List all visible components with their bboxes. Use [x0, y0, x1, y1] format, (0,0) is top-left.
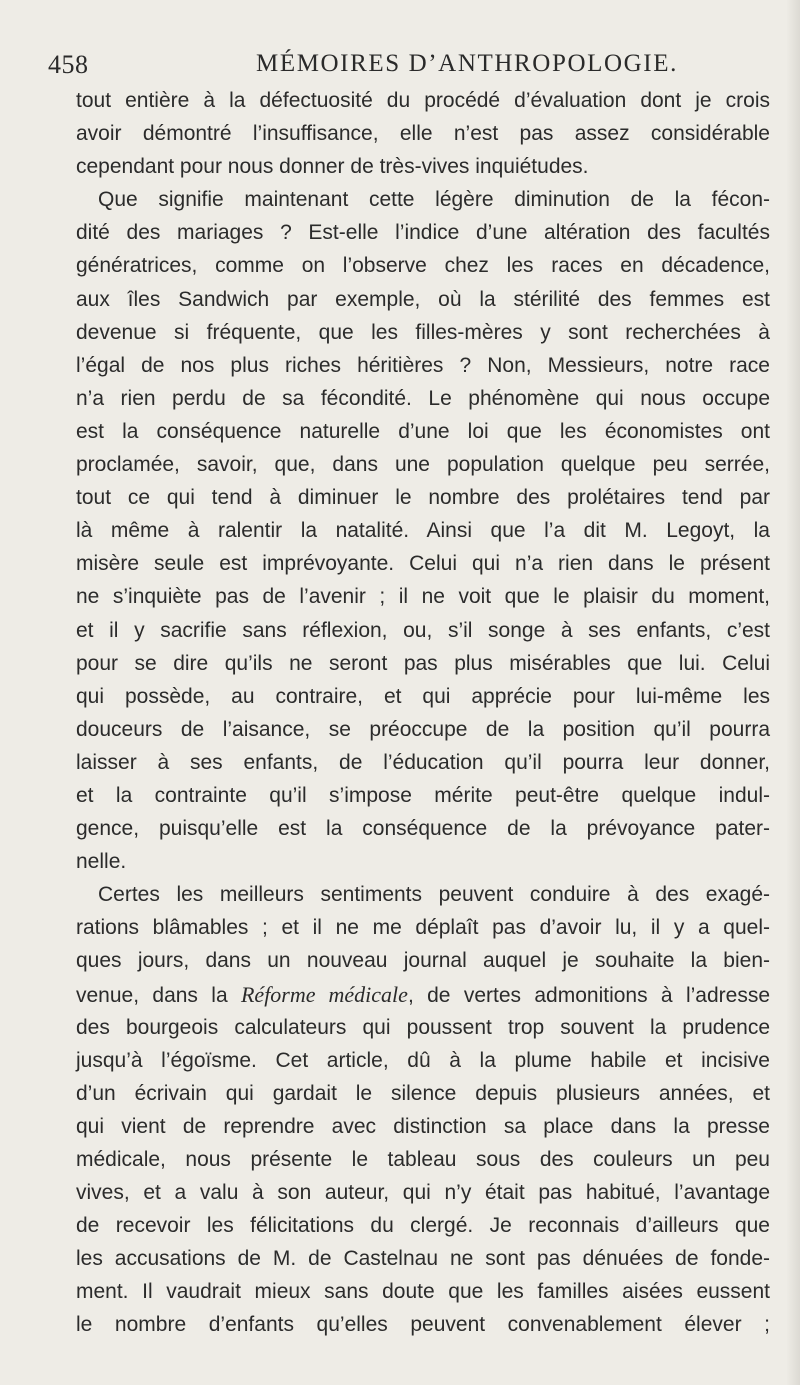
text-line: vives, et a valu à son auteur, qui n’y était pas habitué, l’avantage [76, 1181, 770, 1205]
paragraph-1 [76, 84, 770, 183]
text-segment: venue, dans la [76, 983, 241, 1007]
text-line: devenue si fréquente, que les filles-mères y sont recherchées à [76, 320, 770, 344]
text-line: là même à ralentir la natalité. Ainsi que l’a dit M. Legoyt, la [76, 519, 770, 543]
page-number: 458 [48, 50, 89, 79]
text-line: nelle. [76, 850, 127, 874]
text-line: ment. Il vaudrait mieux sans doute que les familles aisées eussent [76, 1280, 770, 1304]
text-line: qui possède, au contraire, et qui apprécie pour lui-même les [76, 684, 770, 708]
text-line: proclamée, savoir, que, dans une population quelque peu serrée, [76, 453, 770, 477]
text-line: dité des mariages ? Est-elle l’indice d’une altération des facultés [76, 221, 770, 245]
text-line: avoir démontré l’insuffisance, elle n’est pas assez considérable [76, 122, 770, 146]
text-line: tout entière à la défectuosité du procédé d’évaluation dont je crois [76, 89, 770, 112]
paragraph-2 [76, 183, 770, 878]
text-line: aux îles Sandwich par exemple, où la stérilité des femmes est [76, 287, 770, 311]
text-line: laisser à ses enfants, de l’éducation qu’il pourra leur donner, [76, 750, 770, 774]
text-line: et il y sacrifie sans réflexion, ou, s’il songe à ses enfants, c’est [76, 618, 770, 642]
running-title: MÉMOIRES D’ANTHROPOLOGIE. [256, 50, 678, 77]
text-line: rations blâmables ; et il ne me déplaît pas d’avoir lu, il y a quel- [76, 916, 770, 940]
text-line: des bourgeois calculateurs qui poussent trop souvent la prudence [76, 1015, 770, 1039]
text-line: le nombre d’enfants qu’elles peuvent convenablement élever ; [76, 1313, 770, 1337]
text-line: et la contrainte qu’il s’impose mérite peut-être quelque indul- [76, 783, 770, 807]
text-line: d’un écrivain qui gardait le silence depuis plusieurs années, et [76, 1081, 770, 1105]
text-line-with-italic [76, 978, 770, 1011]
text-line: qui vient de reprendre avec distinction sa place dans la presse [76, 1114, 770, 1138]
text-line: cependant pour nous donner de très-vives inquiétudes. [76, 155, 589, 179]
text-line: n’a rien perdu de sa fécondité. Le phénomène qui nous occupe [76, 386, 770, 410]
body-text [76, 84, 770, 1342]
text-line: les accusations de M. de Castelnau ne sont pas dénuées de fonde- [76, 1247, 770, 1271]
text-line: douceurs de l’aisance, se préoccupe de la position qu’il pourra [76, 717, 770, 741]
text-line: pour se dire qu’ils ne seront pas plus misérables que lui. Celui [76, 651, 770, 675]
text-line: l’égal de nos plus riches héritières ? Non, Messieurs, notre race [76, 353, 770, 377]
page-edge-shadow [786, 0, 800, 1385]
text-line: ne s’inquiète pas de l’avenir ; il ne voit que le plaisir du moment, [76, 585, 770, 609]
text-line: de recevoir les félicitations du clergé. Je reconnais d’ailleurs que [76, 1214, 770, 1238]
text-line: génératrices, comme on l’observe chez les races en décadence, [76, 254, 770, 278]
text-line: Que signifie maintenant cette légère diminution de la fécon- [98, 188, 770, 212]
text-line: jusqu’à l’égoïsme. Cet article, dû à la plume habile et incisive [76, 1048, 770, 1072]
paragraph-3 [76, 878, 770, 1341]
text-line: médicale, nous présente le tableau sous des couleurs un peu [76, 1148, 770, 1171]
text-line: tout ce qui tend à diminuer le nombre des prolétaires tend par [76, 486, 770, 510]
text-line: ques jours, dans un nouveau journal auquel je souhaite la bien- [76, 949, 770, 973]
text-segment: , de vertes admonitions à l’adresse [407, 983, 771, 1007]
text-line: misère seule est imprévoyante. Celui qui n’a rien dans le présent [76, 552, 770, 576]
page-header [0, 44, 800, 84]
text-line: Certes les meilleurs sentiments peuvent conduire à des exagé- [98, 883, 770, 907]
text-line: est la conséquence naturelle d’une loi que les économistes ont [76, 419, 770, 443]
text-line: gence, puisqu’elle est la conséquence de la prévoyance pater- [76, 817, 770, 841]
journal-title-italic: Réforme médicale [240, 981, 408, 1007]
